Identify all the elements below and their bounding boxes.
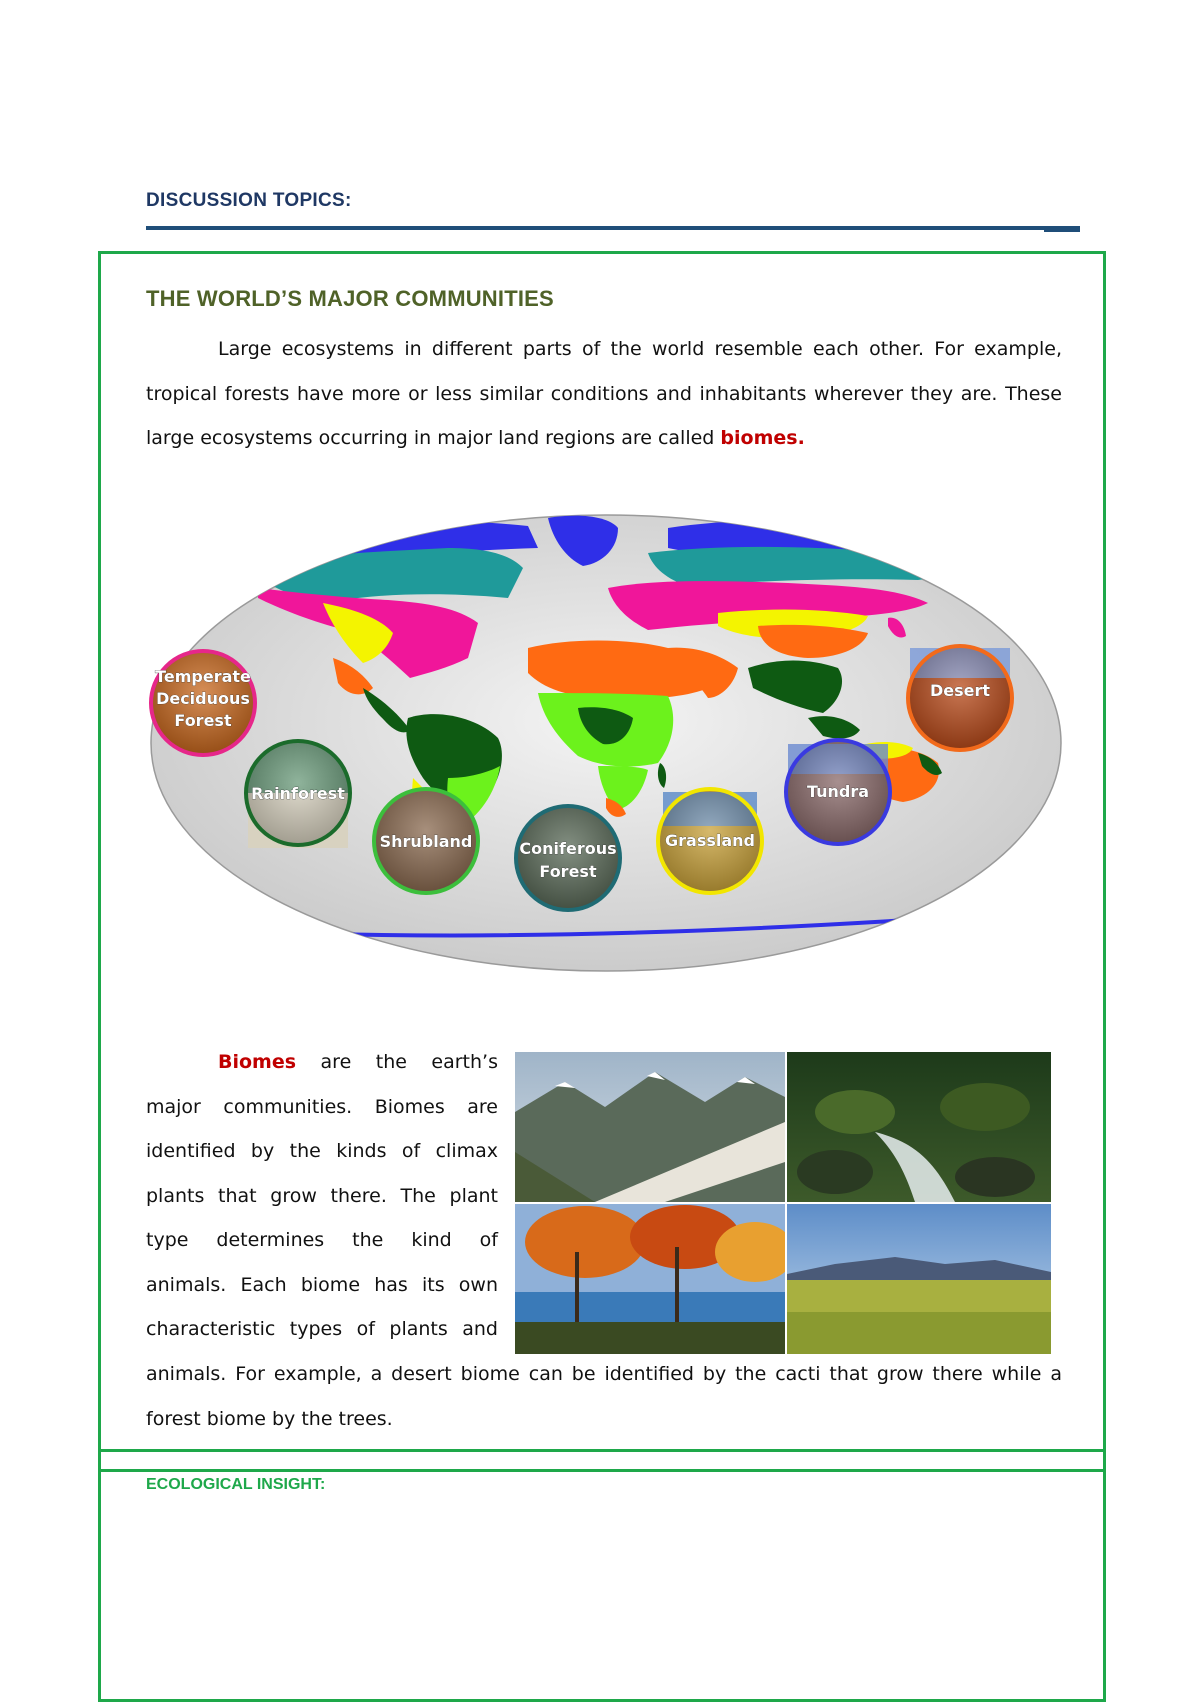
biomes-line-9: forest biome by the trees. <box>146 1407 393 1430</box>
header-underline-left <box>146 226 294 230</box>
bubble-label-grassland: Grassland <box>665 831 755 850</box>
biomes-paragraph-full <box>146 1352 1062 1441</box>
discussion-topics-heading: DISCUSSION TOPICS: <box>146 190 352 211</box>
world-biome-map <box>148 508 1064 978</box>
biomes-line-5: type determines the kind of <box>146 1229 498 1251</box>
bubble-shrubland <box>374 789 478 893</box>
bubble-rainforest <box>246 741 350 848</box>
photo-autumn-lake <box>515 1204 795 1354</box>
biomes-line-8: animals. For example, a desert biome can be identified by the cacti that grow there while a <box>146 1363 1062 1385</box>
bubble-temperate-deciduous-forest <box>151 651 255 755</box>
insight-frame <box>98 1469 1106 1702</box>
bubble-coniferous-forest <box>516 806 620 910</box>
bubble-label-tundra: Tundra <box>806 782 870 801</box>
intro-line-2: tropical forests have more or less similar conditions and inhabitants wherever they are. These <box>146 382 1062 405</box>
biomes-line-4: plants that grow there. The plant <box>146 1184 498 1207</box>
biomes-line-1: Biomes are the earth’s <box>218 1051 498 1073</box>
ecological-insight-label: ECOLOGICAL INSIGHT: <box>146 1476 326 1493</box>
bubble-grassland <box>658 789 762 893</box>
section-title: THE WORLD’S MAJOR COMMUNITIES <box>146 286 554 311</box>
biomes-line-3: identified by the kinds of climax <box>146 1140 498 1162</box>
bubble-label-coniferous: Coniferous <box>519 839 617 858</box>
biome-photo-collage <box>515 1052 1051 1354</box>
bubble-label-deciduous: Deciduous <box>156 689 250 708</box>
bubble-tundra <box>786 740 890 844</box>
bubble-label-forest: Forest <box>174 711 232 730</box>
photo-mountains <box>515 1052 785 1202</box>
header-underline-right <box>1044 226 1080 232</box>
header-underline <box>146 226 1080 230</box>
intro-line-3: large ecosystems occurring in major land regions are called biomes. <box>146 427 805 449</box>
bubble-label-rainforest: Rainforest <box>251 784 345 803</box>
photo-grassland <box>787 1204 1051 1354</box>
bubble-desert <box>908 646 1012 750</box>
na-coniferous <box>268 548 523 600</box>
bubble-label-temperate: Temperate <box>155 667 251 686</box>
biomes-paragraph-wrapped <box>146 1040 498 1352</box>
biomes-line-6: animals. Each biome has its own <box>146 1273 498 1296</box>
biomes-line-7: characteristic types of plants and <box>146 1318 498 1340</box>
intro-line-1: Large ecosystems in different parts of the world resemble each other. For example, <box>218 338 1062 360</box>
bubble-label-coniferous-forest: Forest <box>539 862 597 881</box>
bubble-label-desert: Desert <box>929 681 991 700</box>
intro-paragraph <box>146 327 1062 461</box>
bubble-label-shrubland: Shrubland <box>379 832 473 851</box>
biomes-term: biomes. <box>720 427 805 449</box>
biomes-line-2: major communities. Biomes are <box>146 1095 498 1118</box>
biomes-term-2: Biomes <box>218 1051 297 1073</box>
photo-rainforest-stream <box>787 1052 1051 1202</box>
